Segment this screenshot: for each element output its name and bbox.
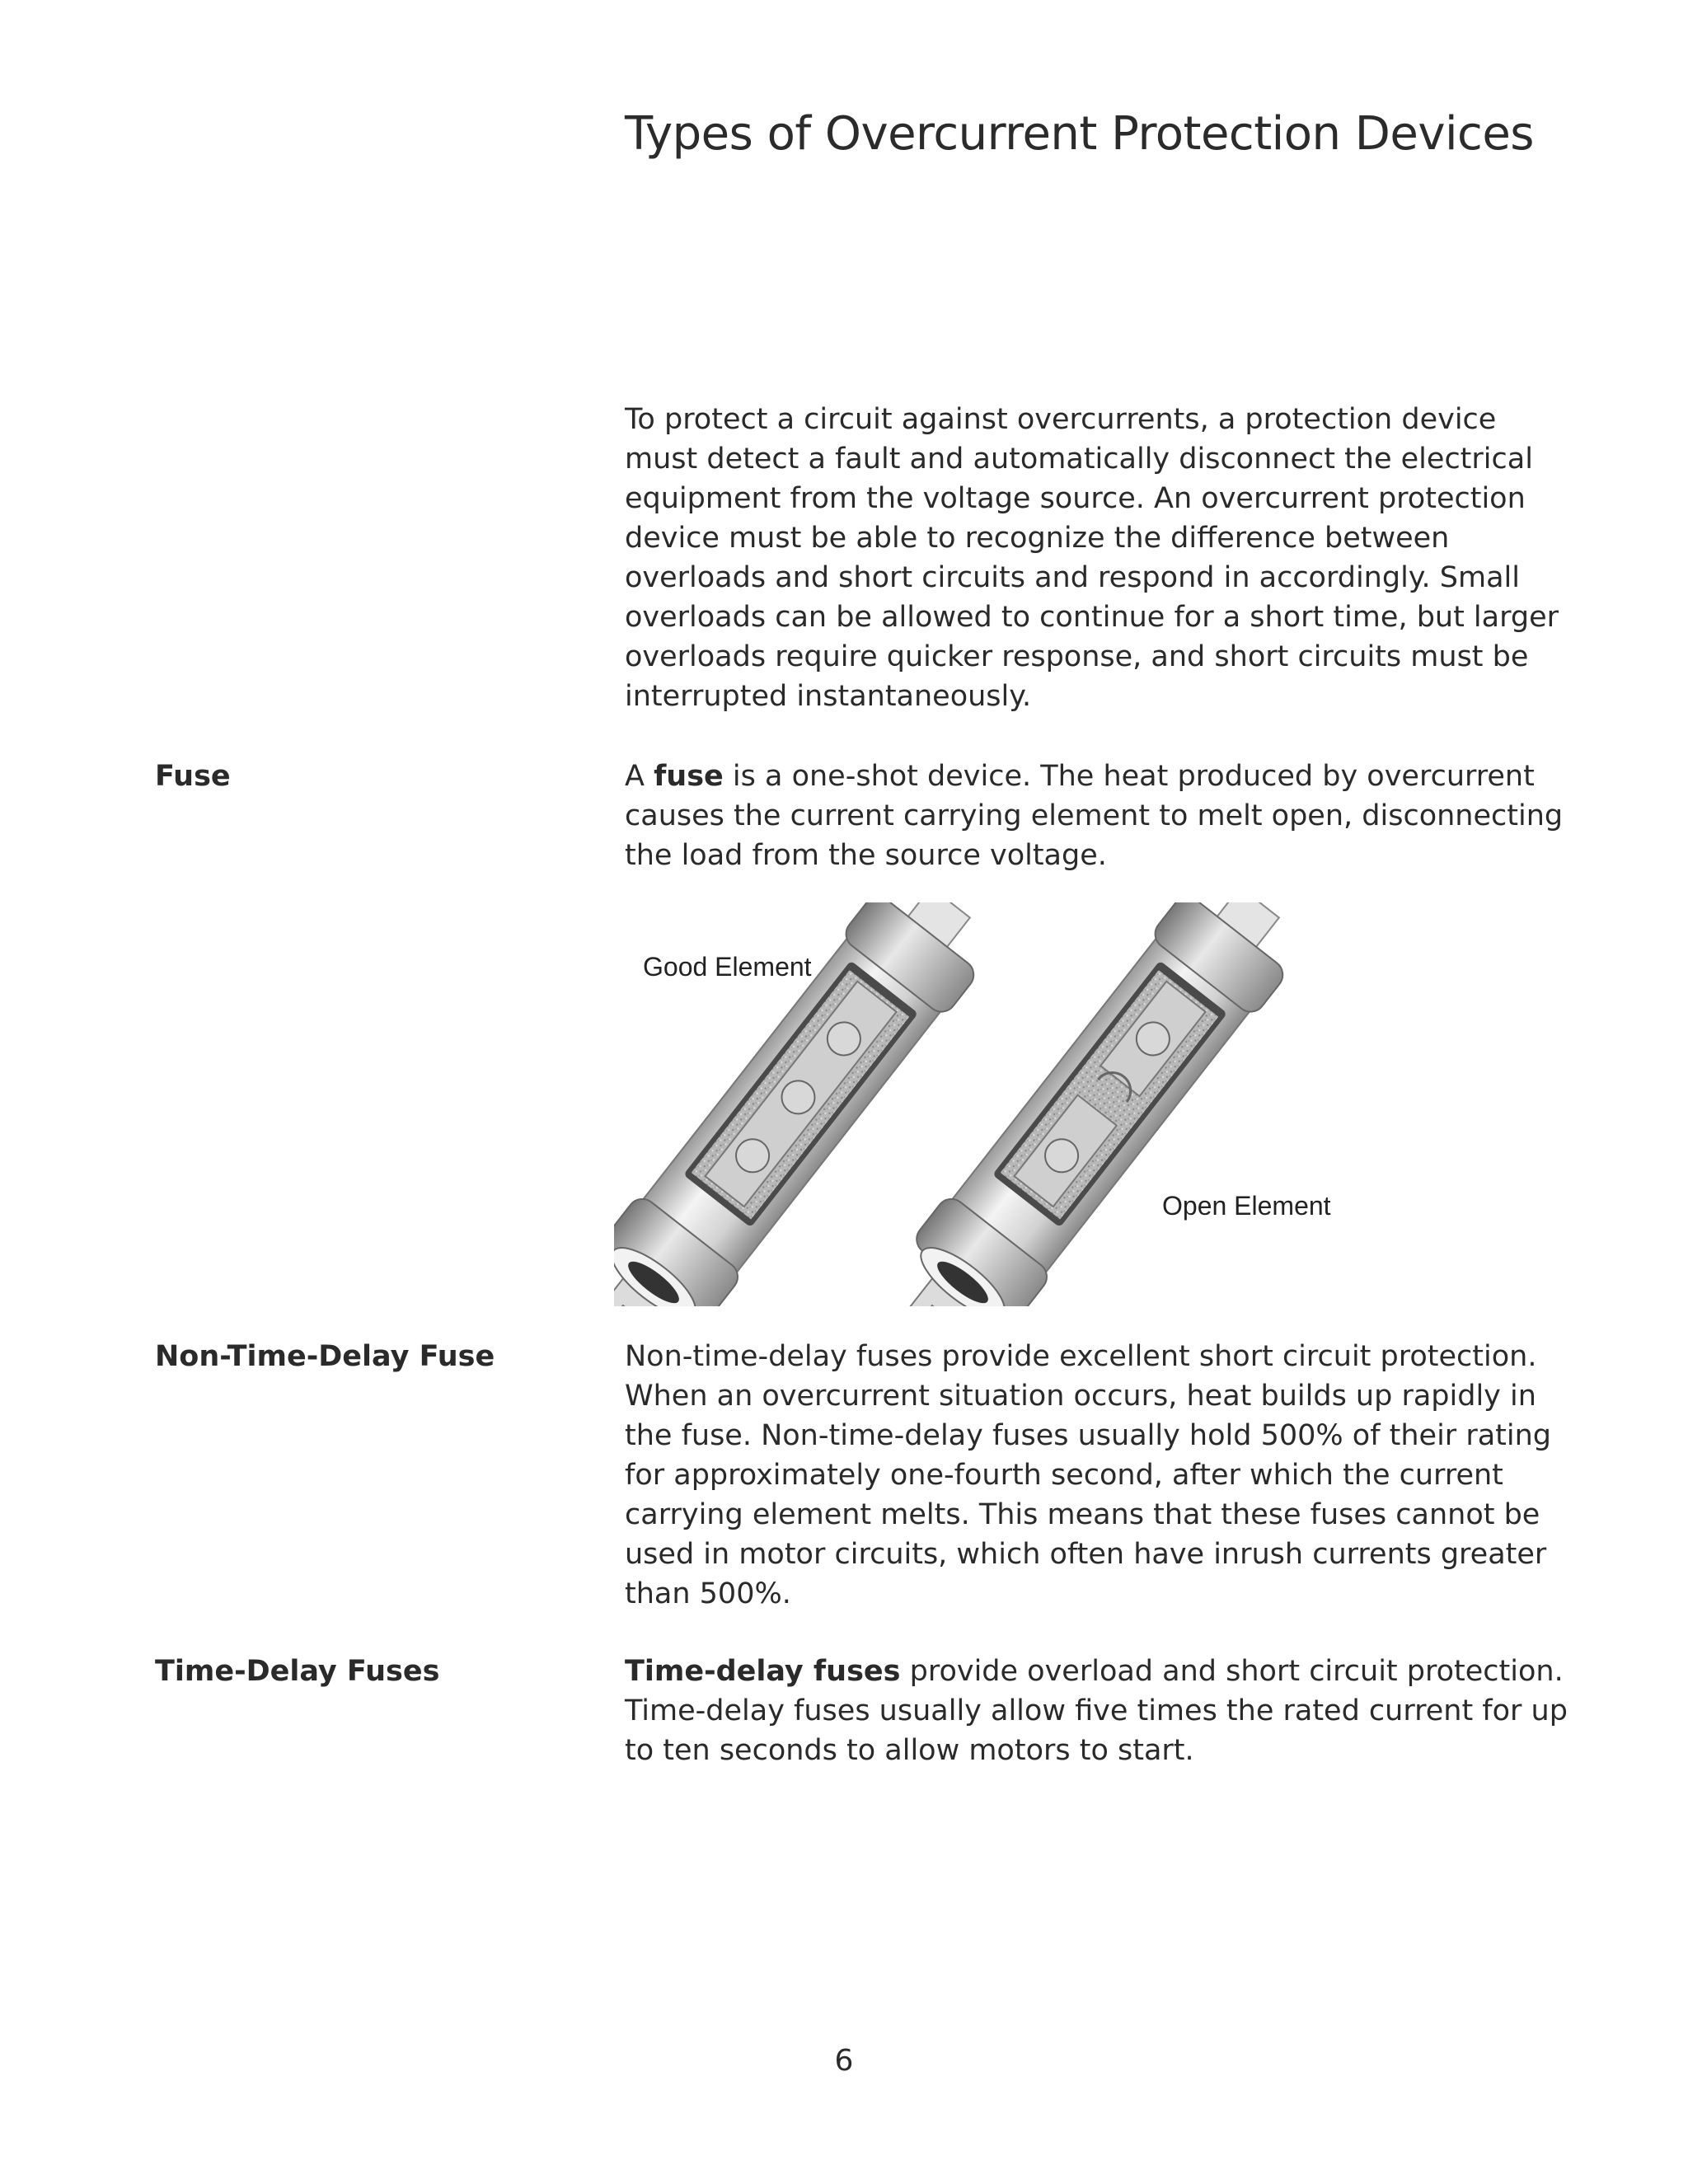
time-delay-heading: Time-Delay Fuses <box>155 1655 440 1688</box>
time-delay-paragraph <box>625 1652 1573 1770</box>
fuse-text-pre: A <box>625 760 654 793</box>
time-delay-text-post: provide overload and short circuit protection. Time-delay fuses usually allow five times the rated current for up to ten seconds to allow motors to start. <box>625 1655 1568 1767</box>
fuse-paragraph <box>625 757 1573 875</box>
non-time-delay-paragraph: Non-time-delay fuses provide excellent short circuit protection. When an overcurrent situation occurs, heat builds up rapidly in the fuse. Non-time-delay fuses usually hold 500% of their rating for approximately one-fourth second, after which the current carrying element melts. This means that these fuses cannot be used in motor circuits, which often have inrush currents greater than 500%. <box>625 1340 1551 1610</box>
page-title: Types of Overcurrent Protection Devices <box>625 107 1534 161</box>
fuse-heading: Fuse <box>155 760 231 793</box>
fuse-illustration <box>614 902 1356 1306</box>
non-time-delay-heading: Non-Time-Delay Fuse <box>155 1340 495 1373</box>
good-element-label: Good Element <box>643 952 812 982</box>
intro-paragraph: To protect a circuit against overcurrents, a protection device must detect a fault and automatically disconnect the electrical equipment from the voltage source. An overcurrent protection device must be able to recognize the difference between overloads and short circuits and respond in accordingly. Small overloads can be allowed to continue for a short time, but larger overloads require quicker response, and short circuits must be interrupted instantaneously. <box>625 403 1559 713</box>
open-element-label: Open Element <box>1162 1191 1331 1221</box>
fuse-term: fuse <box>654 760 724 793</box>
fuse-text-post: is a one-shot device. The heat produced by overcurrent causes the current carrying element to melt open, disconnecting the load from the source voltage. <box>625 760 1564 872</box>
page-number: 6 <box>834 2044 854 2078</box>
time-delay-term: Time-delay fuses <box>625 1655 901 1688</box>
